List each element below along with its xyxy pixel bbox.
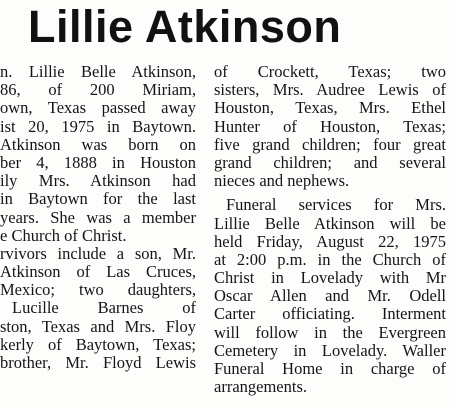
- text-line: Lucille Barnes of: [12, 298, 196, 318]
- text-line: five grand children; four great: [214, 134, 446, 154]
- text-line: will follow in the Evergreen: [214, 322, 446, 342]
- text-line: 86, of 200 Miriam,: [0, 80, 196, 100]
- text-line: Atkinson was born on: [0, 134, 196, 154]
- text-line: brother, Mr. Floyd Lewis: [0, 353, 196, 372]
- text-line: Lillie Belle Atkinson will be: [214, 213, 446, 233]
- text-line: kerly of Baytown, Texas;: [0, 334, 196, 354]
- text-line: Hunter of Houston, Texas;: [214, 116, 446, 136]
- text-line: in Baytown for the last: [0, 189, 196, 209]
- text-line: ist 20, 1975 in Baytown.: [0, 116, 196, 136]
- text-line: Houston, Texas, Mrs. Ethel: [214, 98, 446, 118]
- family-paragraph: [214, 63, 446, 190]
- text-line: Funeral services for Mrs.: [226, 195, 446, 215]
- text-line: Oscar Allen and Mr. Odell: [214, 286, 446, 306]
- right-text-column: [214, 63, 446, 396]
- text-line: arrangements.: [214, 377, 307, 397]
- text-line: years. She was a member: [0, 207, 196, 227]
- text-line: Christ in Lovelady with Mr: [214, 268, 446, 288]
- text-line: Mexico; two daughters,: [0, 280, 196, 300]
- obituary-headline: Lillie Atkinson: [28, 1, 342, 52]
- text-line: nieces and nephews.: [214, 171, 350, 191]
- text-line: held Friday, August 22, 1975: [214, 231, 446, 251]
- funeral-services-paragraph: [214, 196, 446, 396]
- text-line: n. Lillie Belle Atkinson,: [0, 63, 196, 81]
- text-line: e Church of Christ.: [0, 225, 127, 245]
- text-line: own, Texas passed away: [0, 98, 196, 118]
- text-line: grand children; and several: [214, 152, 446, 172]
- text-line: sisters, Mrs. Audree Lewis of: [214, 80, 446, 100]
- text-line: ber 4, 1888 in Houston: [0, 152, 196, 172]
- text-line: at 2:00 p.m. in the Church of: [214, 249, 446, 269]
- left-text-column: [0, 63, 196, 372]
- text-line: Cemetery in Lovelady. Waller: [214, 340, 446, 360]
- text-line: ston, Texas and Mrs. Floy: [0, 316, 196, 336]
- text-line: ily Mrs. Atkinson had: [0, 171, 196, 191]
- text-line: of Crockett, Texas; two: [214, 62, 446, 81]
- text-line: Funeral Home in charge of: [214, 359, 446, 378]
- text-line: Atkinson of Las Cruces,: [0, 262, 196, 282]
- text-line: rvivors include a son, Mr.: [0, 243, 196, 263]
- text-line: Carter officiating. Interment: [214, 304, 446, 324]
